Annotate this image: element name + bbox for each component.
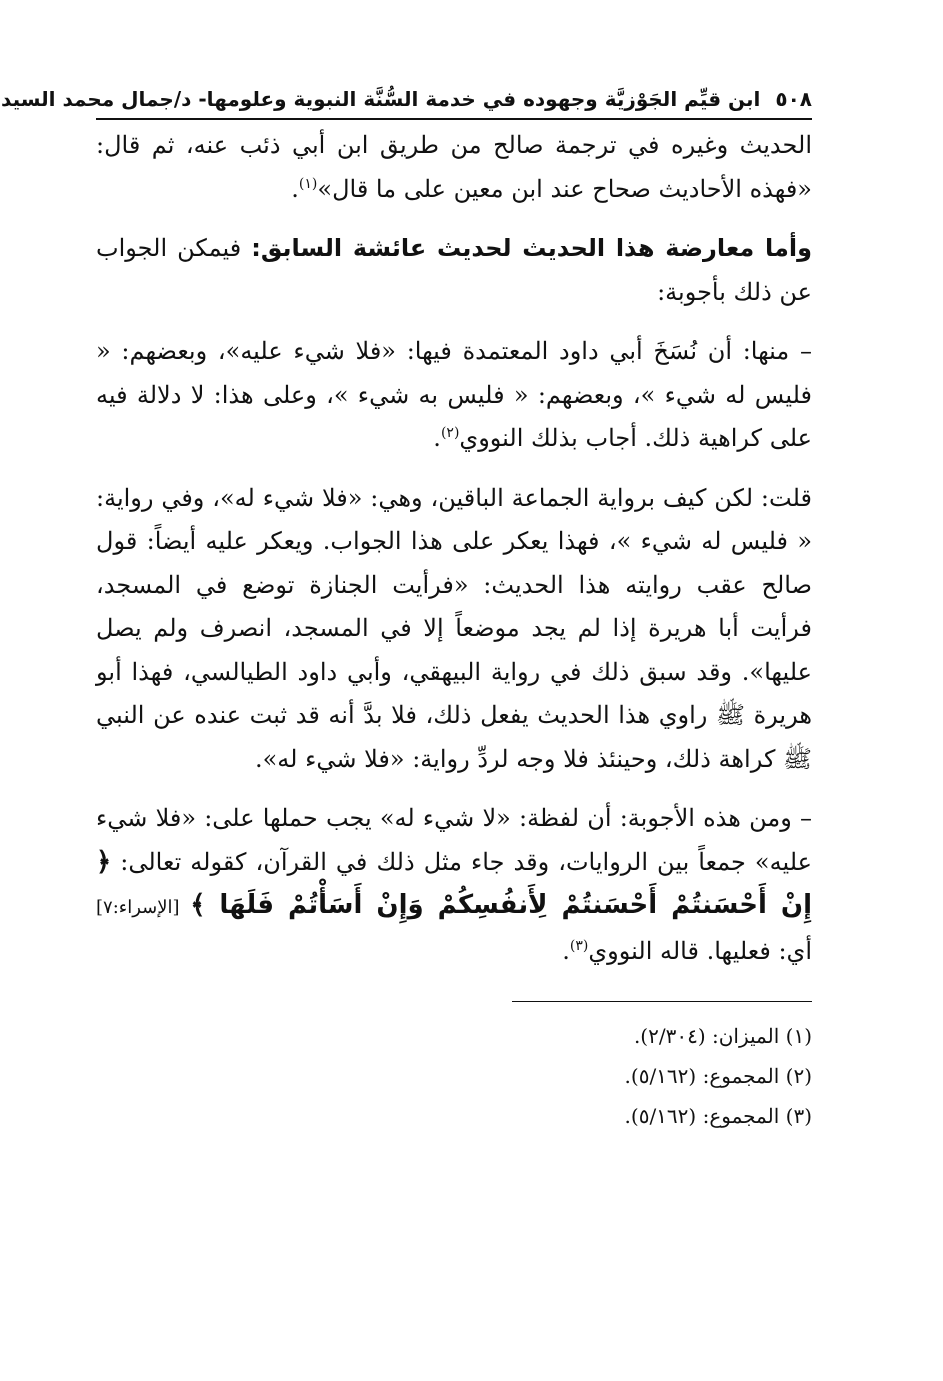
running-title: ابن قيِّم الجَوْزيَّة وجهوده في خدمة السُّنَّة النبوية وعلومها- د/جمال محمد السيد	[1, 87, 761, 111]
paragraph-1	[96, 124, 812, 211]
verse-reference: [الإسراء:٧]	[96, 897, 191, 918]
paragraph-5-end: .	[562, 936, 570, 965]
footnote-3: (٣) المجموع: (٥/١٦٢).	[624, 1104, 812, 1128]
paragraph-5-text: – ومن هذه الأجوبة: أن لفظة: «لا شيء له» يجب حملها على: «فلا شيء عليه» جمعاً بين الروايات، وقد جاء مثل ذلك في القرآن، كقوله تعالى:	[96, 804, 812, 876]
paragraph-5	[96, 797, 812, 973]
paragraph-2-text: فيمكن الجواب عن ذلك بأجوبة:	[96, 234, 812, 306]
paragraph-4	[96, 477, 812, 782]
section-heading: وأما معارضة هذا الحديث لحديث عائشة السابق:	[251, 234, 812, 262]
paragraph-2	[96, 227, 812, 314]
paragraph-1-text: الحديث وغيره في ترجمة صالح من طريق ابن أبي ذئب عنه، ثم قال: «فهذه الأحاديث صحاح عند ابن معين على ما قال»	[96, 131, 812, 203]
running-header	[1, 82, 812, 120]
book-page	[1, 82, 812, 1136]
paragraph-3-end: .	[433, 424, 441, 452]
paragraph-1-end: .	[291, 174, 299, 203]
paragraph-3-text: – منها: أن نُسَخَ أبي داود المعتمدة فيها: «فلا شيء عليه»، وبعضهم: « فليس له شيء »، وبعضهم: « فليس به شيء »، وعلى هذا: لا دلالة فيه على كراهية ذلك. أجاب بذلك النووي	[96, 337, 812, 452]
footnote-ref-1: (١)	[298, 175, 318, 192]
footnotes	[96, 1016, 812, 1136]
footnote-separator	[512, 1001, 812, 1002]
page-number: ٥٠٨	[775, 87, 812, 111]
footnote-ref-2: (٢)	[440, 425, 460, 441]
paragraph-4-text: قلت: لكن كيف برواية الجماعة الباقين، وهي: «فلا شيء له»، وفي رواية: « فليس له شيء »، فهذا يعكر على هذا الجواب. ويعكر عليه أيضاً: قول صالح عقب روايته هذا الحديث: «فرأيت الجنازة توضع في المسجد، فرأيت أبا هريرة إذا لم يجد موضعاً إلا في المسجد، انصرف ولم يصل عليها». وقد سبق ذلك في رواية البيهقي، وأبي داود الطيالسي، فهذا أبو هريرة ﷺ راوي هذا الحديث يفعل ذلك، فلا بدَّ أنه قد ثبت عنده عن النبي ﷺ كراهة ذلك، وحينئذ فلا وجه لردِّ رواية: «فلا شيء له».	[96, 483, 812, 773]
footnote-ref-3: (٣)	[569, 937, 589, 954]
footnote-1: (١) الميزان: (٢/٣٠٤).	[633, 1024, 812, 1048]
paragraph-5-tail: أي: فعليها. قاله النووي	[588, 936, 812, 965]
quran-verse: ﴿ إِنْ أَحْسَنتُمْ أَحْسَنتُمْ لِأَنفُسِكُمْ وَإِنْ أَسَأْتُمْ فَلَهَا ﴾	[96, 846, 812, 920]
footnote-2: (٢) المجموع: (٥/١٦٢).	[624, 1064, 812, 1088]
paragraph-3	[96, 330, 812, 461]
